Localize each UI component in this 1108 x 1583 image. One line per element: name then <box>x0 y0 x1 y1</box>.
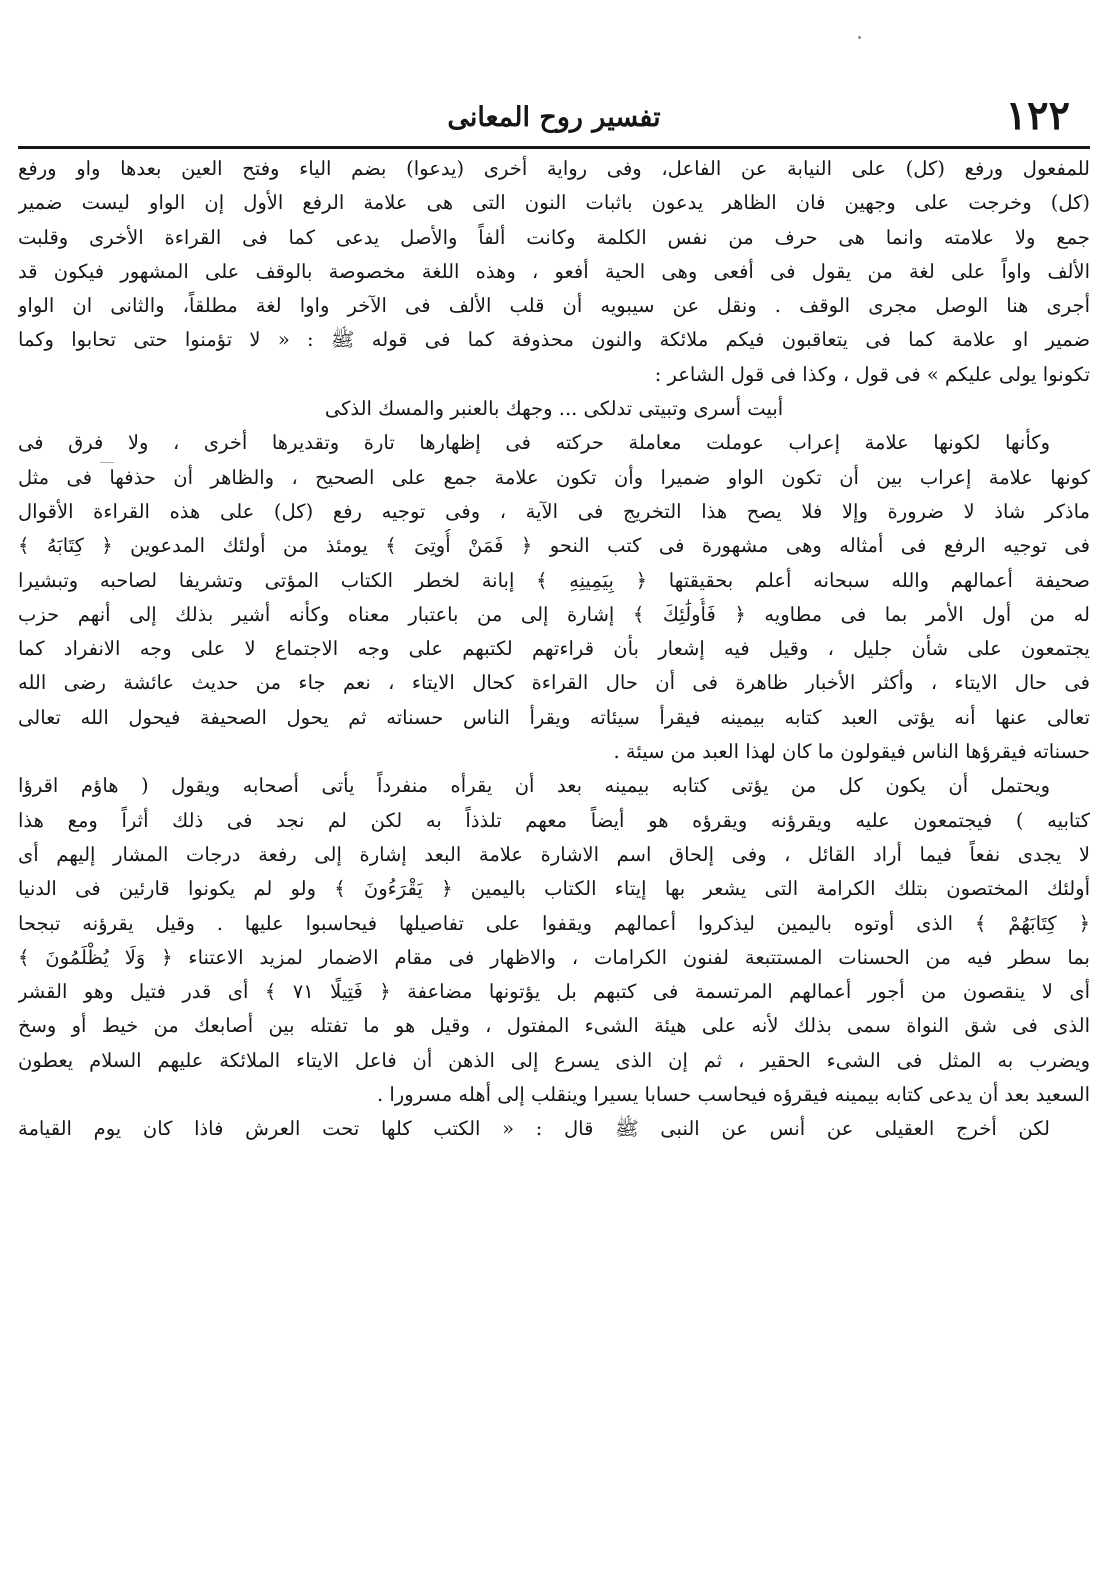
header-rule <box>18 146 1090 149</box>
text-line: لا يجدى نفعاً فيما أراد القائل ، وفى إلحاق اسم الاشارة علامة البعد إشارة إلى رفعة درجات المشار إليهم أى <box>18 842 1090 866</box>
text-line: وكأنها لكونها علامة إعراب عوملت معاملة حركته فى إظهارها تارة وتقديرها أخرى ، ولا فرق فى <box>18 431 1050 455</box>
text-line: أى لا ينقصون من أجور أعمالهم المرتسمة فى كتبهم بل يؤتونها مضاعفة ﴿ فَتِيلًا ٧١ ﴾ أى قدر فتيل وهو القشر <box>18 980 1090 1004</box>
text-line: يجتمعون على شأن جليل ، وقيل فيه إشعار بأن قراءتهم لكتبهم على وجه الاجتماع لا على وجه الانفراد كما <box>18 637 1090 661</box>
text-line: تكونوا يولى عليكم » فى قول ، وكذا فى قول الشاعر : <box>654 362 1090 386</box>
text-line: للمفعول ورفع (كل) على النيابة عن الفاعل، وفى رواية أخرى (يدعوا) بضم الياء وفتح العين بعدها واو ورفع <box>18 157 1090 180</box>
text-line: الذى فى شق النواة سمى بذلك لأنه على هيئة الشىء المفتول ، وقيل هو ما تفتله بين أصابعك من خيط أو وسخ <box>18 1014 1090 1038</box>
text-line: ﴿ كِتَابَهُمْ ﴾ الذى أوتوه باليمين ليذكروا أعمالهم ويقفوا على تفاصيلها فيحاسبوا عليها . وقيل يقرؤنه تبجحا <box>18 911 1090 935</box>
text-line: له من أول الأمر بما فى مطاويه ﴿ فَأُولَٰئِكَ ﴾ إشارة إلى من باعتبار معناه وكأنه أشير بذلك إلى أنهم حزب <box>18 602 1090 626</box>
body-text <box>18 152 1090 1147</box>
text-line: كونها علامة إعراب بين أن تكون الواو ضميرا وأن تكون علامة جمع على الصحيح ، والظاهر أن حذفها فى مثل <box>18 465 1090 489</box>
text-line: السعيد بعد أن يدعى كتابه بيمينه فيقرؤه فيحاسب حسابا يسيرا وينقلب إلى أهله مسرورا . <box>376 1083 1090 1107</box>
text-line: فى توجيه الرفع فى أمثاله وهى مشهورة فى كتب النحو ﴿ فَمَنْ أُوتِىَ ﴾ يومئذ من أولئك المدعوين ﴿ كِتَابَهُ ﴾ <box>18 534 1090 558</box>
text-line: لكن أخرج العقيلى عن أنس عن النبى ﷺ قال : « الكتب كلها تحت العرش فاذا كان يوم القيامة <box>18 1117 1050 1141</box>
text-line: فى حال الايتاء ، وأكثر الأخبار ظاهرة فى أن حال القراءة كحال الايتاء ، نعم جاء من حديث عائشة رضى الله <box>18 671 1090 695</box>
text-line: تعالى عنها أنه يؤتى العبد كتابه بيمينه فيقرأ سيئاته ويقرأ الناس حسناته ثم يحول الصحيفة فيحول الله تعالى <box>18 705 1090 729</box>
text-line: الألف واواً على لغة من يقول فى أفعى وهى الحية أفعو ، وهذه اللغة مخصوصة بالوقف على المشهور فيكون قد <box>18 259 1090 283</box>
stray-mark <box>100 462 114 463</box>
scratch-mark <box>858 36 861 39</box>
page-number: ١٢٢ <box>1005 92 1070 139</box>
text-line: ماذكر شاذ لا ضرورة وإلا فلا يصح هذا التخريج فى الآية ، وفى توجيه رفع (كل) على هذه القراءة الأقوال <box>18 499 1090 523</box>
text-line: ضمير او علامة كما فى يتعاقبون فيكم ملائكة والنون محذوفة كما فى قوله ﷺ : « لا تؤمنوا حتى تحابوا وكما <box>18 328 1090 352</box>
text-line: أولئك المختصون بتلك الكرامة التى يشعر بها إيتاء الكتاب باليمين ﴿ يَقْرَءُونَ ﴾ ولو لم يكونوا قارئين فى الدنيا <box>18 877 1090 901</box>
text-line: حسناته فيقرؤها الناس فيقولون ما كان لهذا العبد من سيئة . <box>613 740 1090 764</box>
verse-line: أبيت أسرى وتبيتى تدلكى ... وجهك بالعنبر والمسك الذكى <box>324 397 784 421</box>
text-line: صحيفة أعمالهم والله سبحانه أعلم بحقيقتها ﴿ بِيَمِينِهِ ﴾ إبانة لخطر الكتاب المؤتى وتشريفا لصاحبه وتبشيرا <box>18 568 1090 592</box>
text-line: ويحتمل أن يكون كل من يؤتى كتابه بيمينه بعد أن يقرأه منفرداً يأتى أصحابه ويقول ( هاؤم اقرؤا <box>18 774 1050 798</box>
text-line: ويضرب به المثل فى الشىء الحقير ، ثم إن الذى يسرع إلى الذهن أن فاعل الايتاء الملائكة عليهم السلام يعطون <box>18 1048 1090 1072</box>
text-line: جمع ولا علامته وانما هى حرف من نفس الكلمة وكانت ألفاً والأصل يدعى كما فى القراءة الأخرى وقلبت <box>18 225 1090 249</box>
text-line: كتابيه ) فيجتمعون عليه ويقرؤنه ويقرؤه هو أيضاً معهم تلذذاً به لكن لم نجد فى ذلك أثراً ومع هذا <box>18 808 1090 832</box>
page-header <box>18 92 1090 144</box>
running-title: تفسير روح المعانى <box>447 102 661 133</box>
text-line: بما سطر فيه من الحسنات المستتبعة لفنون الكرامات ، والاظهار فى مقام الاضمار لمزيد الاعتناء ﴿ وَلَا يُظْلَمُونَ ﴾ <box>18 945 1090 969</box>
text-line: (كل) وخرجت على وجهين فان الظاهر يدعون باثبات النون التى هى علامة الرفع الأول إن الواو ليست ضمير <box>18 191 1090 215</box>
text-line: أجرى هنا الوصل مجرى الوقف . ونقل عن سيبويه أن قلب الألف فى الآخر واوا لغة مطلقاً، والثانى ان الواو <box>18 294 1090 318</box>
